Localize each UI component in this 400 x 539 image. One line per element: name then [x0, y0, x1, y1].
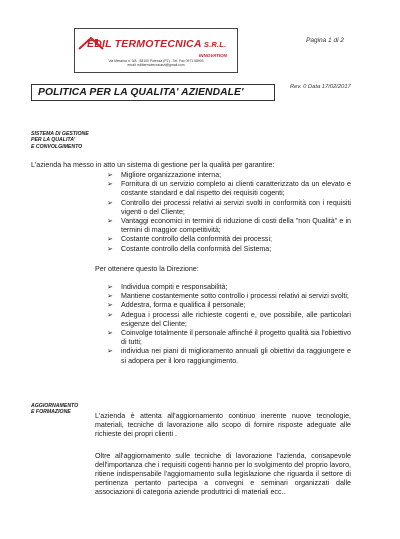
document-title-box	[31, 84, 275, 101]
list-item	[107, 217, 351, 235]
list-item	[107, 283, 351, 292]
section-label-line: SISTEMA DI GESTIONE	[31, 131, 89, 137]
logo-address-line: Via Messina n. 3/A - 85100 Potenza (PZ) - Tel. Fax 0971.58903	[108, 59, 204, 63]
list-item	[107, 180, 351, 198]
list-item	[107, 171, 351, 180]
training-paragraph-2: Oltre all'aggiornamento sulle tecniche di lavorazione l'azienda, consapevole dell'importanza che i requisiti cogenti hanno per lo svolgimento del proprio lavoro, ritiene indispensabile l'aggiornamento sulla legislazione che riguarda il settore di pertinenza pertanto partecipa a convegni e seminari organizzati dalle associazioni di categoria aziende produttrici di materiali ecc..	[95, 452, 351, 497]
quality-intro: L'azienda ha messo in atto un sistema di gestione per la qualità per garantire:	[31, 161, 275, 169]
logo-email-line: email: ediltermotecnicasrl@gmail.com	[127, 63, 185, 68]
arrow-bullet-icon: ➢	[107, 199, 113, 207]
direction-list	[107, 283, 351, 366]
section-label-quality-system	[31, 131, 101, 150]
list-item-text: Fornitura di un servizio completo ai clienti caratterizzato da un elevato e costante standard e dal rispetto dei requisiti cogenti;	[121, 180, 351, 198]
arrow-bullet-icon: ➢	[107, 284, 113, 291]
list-item	[107, 235, 351, 244]
logo-name-main: EDIL TERMOTECNICA	[87, 38, 202, 50]
list-item-text: Adegua i processi alle richieste cogenti e, ove possibile, alle particolari esigenze del Cliente;	[121, 310, 351, 328]
logo-tagline: INNOVATION	[198, 53, 227, 58]
document-title: POLITICA PER LA QUALITA' AZIENDALE'	[38, 87, 244, 98]
arrow-bullet-icon: ➢	[107, 218, 113, 226]
arrow-bullet-icon: ➢	[107, 172, 113, 179]
arrow-bullet-icon: ➢	[107, 311, 113, 319]
list-item-text: Mantiene costantemente sotto controllo i processi relativi ai servizi svolti;	[121, 292, 349, 301]
list-item-text: Individua compiti e responsabilità;	[121, 283, 228, 291]
list-item-text: Costante controllo della conformità del Sistema;	[121, 244, 272, 253]
section-label-training	[31, 403, 101, 416]
logo-name-suffix: S.R.L.	[201, 40, 227, 49]
company-logo	[74, 28, 238, 73]
page-number: Pagina 1 di 2	[306, 37, 344, 44]
list-item	[107, 311, 351, 329]
training-paragraph-1: L'azienda è attenta all'aggiornamento continuo inerente nuove tecnologie, materiali, tecniche di lavorazione allo scopo di fornire risposte adeguate alle richieste dei propri clienti .	[95, 412, 351, 439]
section-label-line: E FORMAZIONE	[31, 409, 71, 416]
section-label-line: E CONVOLGIMENTO	[31, 143, 83, 150]
arrow-bullet-icon: ➢	[107, 236, 113, 244]
list-item	[107, 301, 351, 310]
guarantees-list	[107, 171, 351, 254]
arrow-bullet-icon: ➢	[107, 181, 113, 189]
logo-company-name	[87, 38, 226, 50]
direction-intro: Per ottenere questo la Direzione:	[95, 265, 199, 273]
list-item	[107, 329, 351, 347]
arrow-bullet-icon: ➢	[107, 348, 113, 356]
logo-address	[79, 59, 233, 67]
list-item	[107, 199, 351, 217]
list-item	[107, 347, 351, 365]
list-item	[107, 245, 351, 254]
arrow-bullet-icon: ➢	[107, 245, 113, 253]
arrow-bullet-icon: ➢	[107, 330, 113, 338]
list-item-text: Coinvolge totalmente il personale affinché il progetto qualità sia l'obiettivo di tutti;	[121, 329, 351, 347]
list-item-text: Addestra, forma e qualifica il personale;	[121, 301, 246, 310]
revision-date: Rev. 0 Data 17/02/2017	[290, 84, 351, 90]
list-item-text: Migliore organizzazione interna;	[121, 171, 222, 179]
section-label-line: PER LA QUALITA'	[31, 137, 76, 144]
list-item	[107, 292, 351, 301]
list-item-text: Vantaggi economici in termini di riduzione di costi della "non Qualità" e in termini di maggior competitività;	[121, 217, 351, 235]
list-item-text: Controllo dei processi relativi ai servizi svolti in conformità con i requisiti vigenti o del Cliente;	[121, 198, 351, 216]
list-item-text: Costante controllo della conformità dei processi;	[121, 235, 273, 244]
arrow-bullet-icon: ➢	[107, 302, 113, 310]
section-label-line: AGGIORNAMENTO	[31, 403, 79, 409]
list-item-text: individua nei piani di miglioramento annuali gli obiettivi da raggiungere e si adopera per il loro raggiungimento.	[121, 347, 351, 365]
arrow-bullet-icon: ➢	[107, 293, 113, 301]
